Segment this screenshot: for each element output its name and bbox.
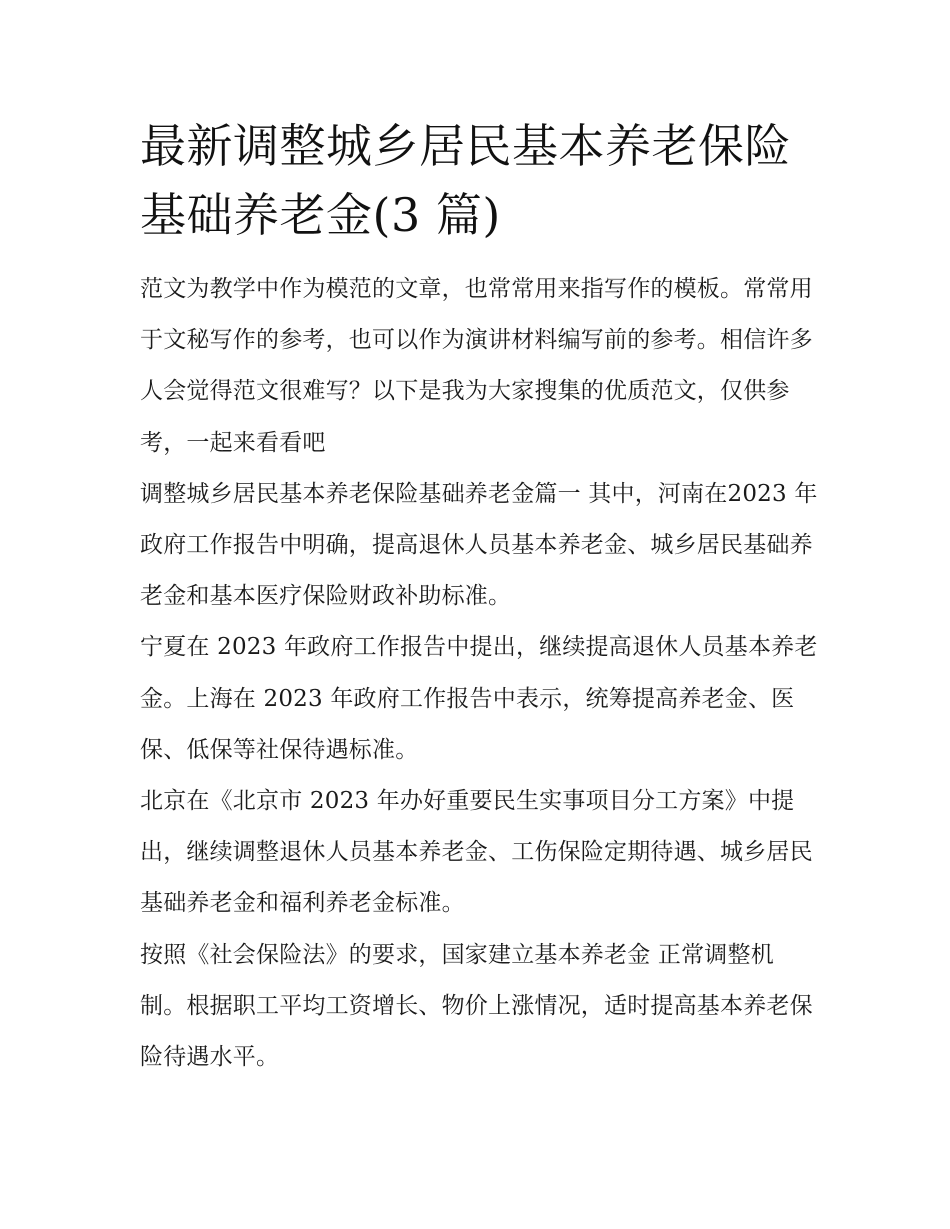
paragraph-intro: 范文为教学中作为模范的文章，也常常用来指写作的模板。常常用于文秘写作的参考，也可以作为演讲材料编写前的参考。相信许多人会觉得范文很难写？以下是我为大家搜集的优质范文，仅供参考，一起来看看吧 <box>140 276 813 456</box>
paragraph-social-insurance-law: 按照《社会保险法》的要求，国家建立基本养老金 正常调整机制。根据职工平均工资增长、物价上涨情况，适时提高基本养老保险待遇水平。 <box>140 941 813 1071</box>
paragraph-henan: 调整城乡居民基本养老保险基础养老金篇一 其中，河南在2023 年政府工作报告中明确，提高退休人员基本养老金、城乡居民基础养老金和基本医疗保险财政补助标准。 <box>140 480 818 610</box>
paragraph-beijing: 北京在《北京市 2023 年办好重要民生实事项目分工方案》中提出，继续调整退休人员基本养老金、工伤保险定期待遇、城乡居民基础养老金和福利养老金标准。 <box>140 788 813 917</box>
document-page <box>140 112 820 1083</box>
document-title: 最新调整城乡居民基本养老保险基础养老金(3 篇) <box>140 119 791 242</box>
paragraph-ningxia-shanghai: 宁夏在 2023 年政府工作报告中提出，继续提高退休人员基本养老金。上海在 2023 年政府工作报告中表示，统筹提高养老金、医保、低保等社保待遇标准。 <box>140 634 818 763</box>
